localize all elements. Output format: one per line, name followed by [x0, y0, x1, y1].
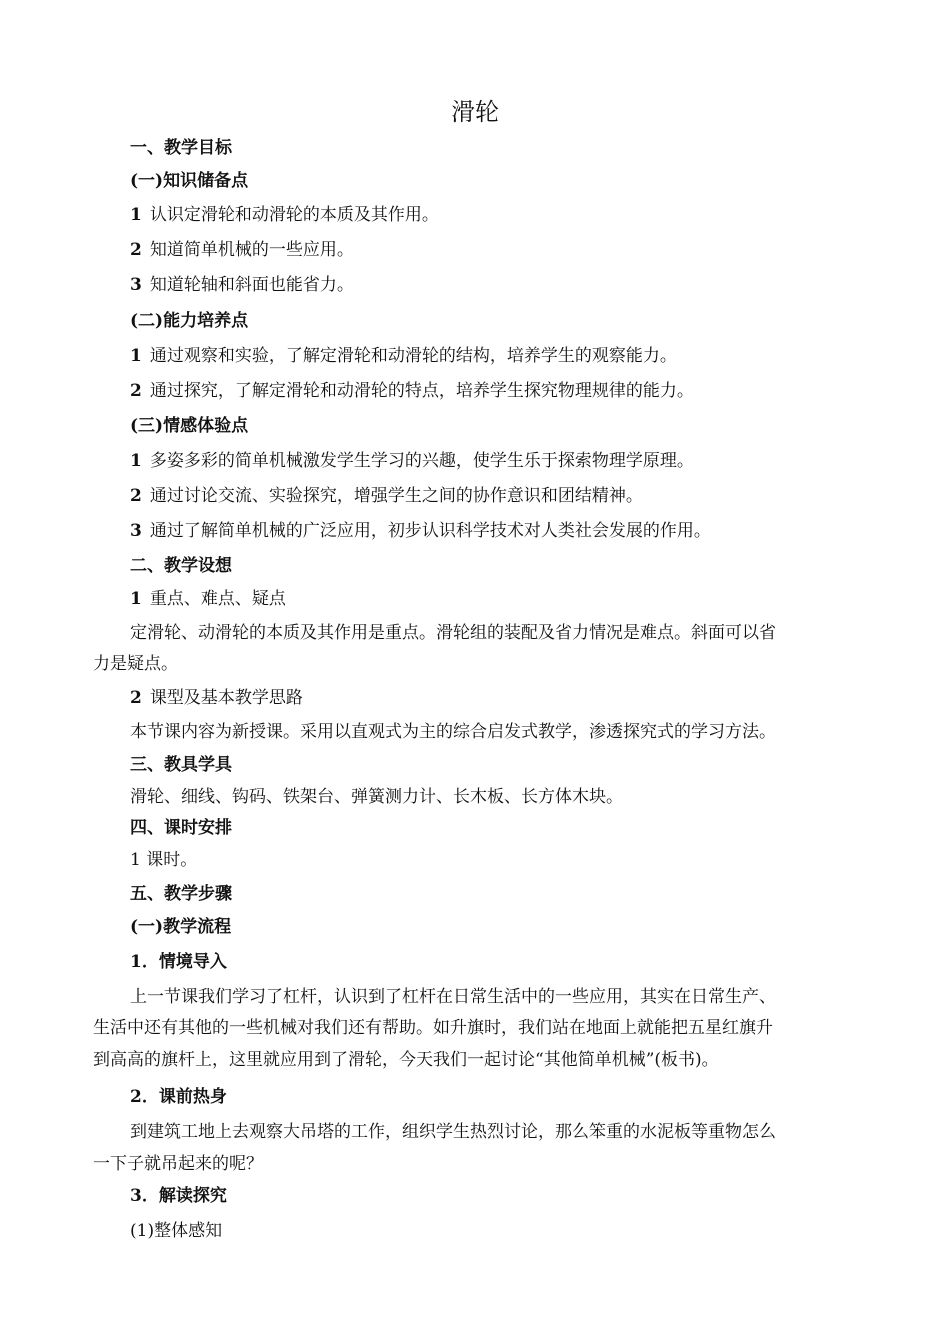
step-heading: 1．情境导入 — [130, 952, 227, 972]
paragraph-line: 到建筑工地上去观察大吊塔的工作，组织学生热烈讨论，那么笨重的水泥板等重物怎么 — [130, 1122, 776, 1142]
item-text: 重点、难点、疑点 — [149, 589, 286, 609]
item-number: 2 — [130, 688, 142, 708]
paragraph-line: 生活中还有其他的一些机械对我们还有帮助。如升旗时，我们站在地面上就能把五星红旗升 — [93, 1018, 773, 1038]
item-text: 通过了解简单机械的广泛应用，初步认识科学技术对人类社会发展的作用。 — [149, 521, 711, 541]
paragraph-line: 1 课时。 — [130, 850, 198, 870]
list-item — [130, 238, 354, 262]
subheading-emotion: (三)情感体验点 — [130, 416, 249, 436]
item-number: 1 — [130, 451, 142, 471]
item-text: 通过观察和实验，了解定滑轮和动滑轮的结构，培养学生的观察能力。 — [149, 346, 677, 366]
list-item — [130, 203, 439, 227]
item-number: 2 — [130, 486, 142, 506]
paragraph-line: 定滑轮、动滑轮的本质及其作用是重点。滑轮组的装配及省力情况是难点。斜面可以省 — [130, 623, 776, 643]
paragraph-line: (1)整体感知 — [130, 1221, 223, 1241]
list-item — [130, 519, 711, 543]
item-number: 2 — [130, 381, 142, 401]
list-item — [130, 587, 286, 611]
item-number: 1 — [130, 346, 142, 366]
list-item — [130, 273, 354, 297]
item-text: 知道轮轴和斜面也能省力。 — [149, 275, 354, 295]
document-title: 滑轮 — [451, 98, 499, 126]
item-number: 1 — [130, 589, 142, 609]
item-text: 认识定滑轮和动滑轮的本质及其作用。 — [149, 205, 439, 225]
section-heading-objectives: 一、教学目标 — [130, 138, 232, 158]
list-item — [130, 449, 694, 473]
item-text: 通过探究，了解定滑轮和动滑轮的特点，培养学生探究物理规律的能力。 — [149, 381, 694, 401]
section-heading-schedule: 四、课时安排 — [130, 818, 232, 838]
step-heading: 2．课前热身 — [130, 1087, 227, 1107]
list-item — [130, 484, 643, 508]
item-number: 3 — [130, 521, 142, 541]
section-heading-tools: 三、教具学具 — [130, 755, 232, 775]
paragraph-line: 本节课内容为新授课。采用以直观式为主的综合启发式教学，渗透探究式的学习方法。 — [130, 722, 776, 742]
list-item — [130, 686, 303, 710]
item-number: 3 — [130, 275, 142, 295]
subheading-ability: (二)能力培养点 — [130, 311, 249, 331]
list-item — [130, 379, 694, 403]
list-item — [130, 344, 677, 368]
section-heading-steps: 五、教学步骤 — [130, 884, 232, 904]
item-text: 通过讨论交流、实验探究，增强学生之间的协作意识和团结精神。 — [149, 486, 643, 506]
paragraph-line: 力是疑点。 — [93, 654, 178, 674]
subheading-flow: (一)教学流程 — [130, 917, 232, 937]
section-heading-design: 二、教学设想 — [130, 556, 232, 576]
step-heading: 3．解读探究 — [130, 1186, 227, 1206]
paragraph-line: 到高高的旗杆上，这里就应用到了滑轮，今天我们一起讨论“其他简单机械”(板书)。 — [93, 1050, 719, 1070]
paragraph-line: 一下子就吊起来的呢？ — [93, 1154, 263, 1174]
paragraph-line: 滑轮、细线、钩码、铁架台、弹簧测力计、长木板、长方体木块。 — [130, 787, 623, 807]
item-text: 知道简单机械的一些应用。 — [149, 240, 354, 260]
subheading-knowledge: (一)知识储备点 — [130, 171, 249, 191]
item-text: 多姿多彩的简单机械激发学生学习的兴趣，使学生乐于探索物理学原理。 — [149, 451, 694, 471]
item-text: 课型及基本教学思路 — [149, 688, 303, 708]
item-number: 1 — [130, 205, 142, 225]
item-number: 2 — [130, 240, 142, 260]
paragraph-line: 上一节课我们学习了杠杆，认识到了杠杆在日常生活中的一些应用，其实在日常生产、 — [130, 987, 776, 1007]
